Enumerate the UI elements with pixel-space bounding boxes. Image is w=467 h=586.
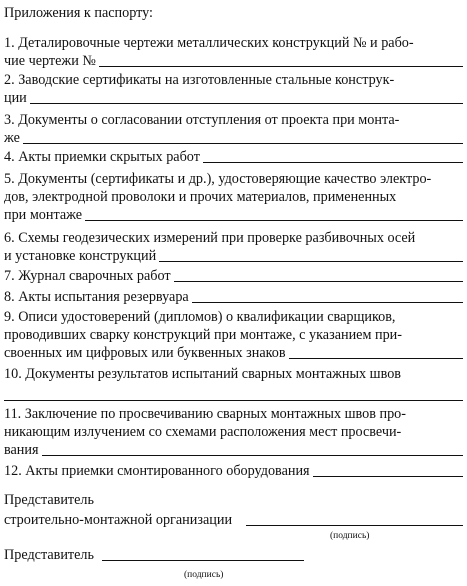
item-10-blank [4, 400, 463, 401]
item-6-line-2-text: и установке конструкций [4, 248, 157, 264]
item-8-text: 8. Акты испытания резервуара [4, 289, 189, 305]
rep-2-label: Представитель [4, 547, 94, 563]
item-5-line-2: дов, электродной проволоки и прочих материалов, примененных [4, 189, 397, 205]
item-8-blank [192, 289, 463, 303]
item-6-line-1: 6. Схемы геодезических измерений при проверке разбивочных осей [4, 230, 416, 246]
item-1-line-2-text: чие чертежи № [4, 53, 96, 69]
item-3-line-2 [4, 129, 463, 147]
item-3-line-2-text: же [4, 130, 20, 146]
item-4-blank [203, 149, 463, 163]
item-5-line-3 [4, 206, 463, 224]
item-12-line-1 [4, 462, 463, 480]
item-1-line-1: 1. Деталировочные чертежи металлических конструкций № и рабо- [4, 35, 414, 51]
heading: Приложения к паспорту: [4, 5, 154, 21]
item-4-text: 4. Акты приемки скрытых работ [4, 149, 200, 165]
rep-2-line [4, 546, 304, 564]
item-12-text: 12. Акты приемки смонтированного оборудования [4, 463, 310, 479]
item-5-line-1: 5. Документы (сертификаты и др.), удостоверяющие качество электро- [4, 171, 432, 187]
item-7-text: 7. Журнал сварочных работ [4, 268, 171, 284]
item-11-line-3-text: вания [4, 442, 39, 458]
rep-2-sign-caption: (подпись) [184, 570, 224, 580]
rep-2-signature-line [102, 547, 304, 561]
item-2-blank [30, 90, 463, 104]
rep-1-line-1: Представитель [4, 492, 94, 508]
item-9-line-3 [4, 344, 463, 362]
item-3-line-1: 3. Документы о согласовании отступления от проекта при монта- [4, 112, 400, 128]
item-2-line-1: 2. Заводские сертификаты на изготовленные стальные конструк- [4, 72, 395, 88]
item-1-blank [99, 53, 463, 67]
item-12-blank [313, 463, 463, 477]
item-11-line-2: никающим излучением со схемами расположения мест просвечи- [4, 424, 402, 440]
item-7-blank [174, 268, 463, 282]
item-1-line-2 [4, 52, 463, 70]
item-5-line-3-text: при монтаже [4, 207, 83, 223]
item-11-line-3 [4, 441, 463, 459]
item-3-blank [23, 130, 463, 144]
item-6-blank [159, 248, 463, 262]
rep-1-line-2 [4, 511, 463, 529]
item-2-line-2 [4, 89, 463, 107]
item-5-blank [85, 207, 463, 221]
item-9-line-1: 9. Описи удостоверений (дипломов) о квалификации сварщиков, [4, 309, 396, 325]
rep-1-signature-line [246, 512, 463, 526]
item-4-line-1 [4, 148, 463, 166]
item-9-line-2: проводивших сварку конструкций при монтаже, с указанием при- [4, 327, 403, 343]
rep-1-line-2-text: строительно-монтажной организации [4, 512, 233, 528]
item-9-line-3-text: своенных им цифровых или буквенных знаков [4, 345, 286, 361]
rep-1-sign-caption: (подпись) [330, 531, 370, 541]
item-2-line-2-text: ции [4, 90, 27, 106]
item-11-blank [42, 442, 463, 456]
item-11-line-1: 11. Заключение по просвечиванию сварных монтажных швов про- [4, 406, 406, 422]
item-6-line-2 [4, 247, 463, 265]
item-10-line-1: 10. Документы результатов испытаний сварных монтажных швов [4, 366, 401, 382]
item-7-line-1 [4, 267, 463, 285]
item-8-line-1 [4, 288, 463, 306]
item-9-blank [289, 345, 463, 359]
